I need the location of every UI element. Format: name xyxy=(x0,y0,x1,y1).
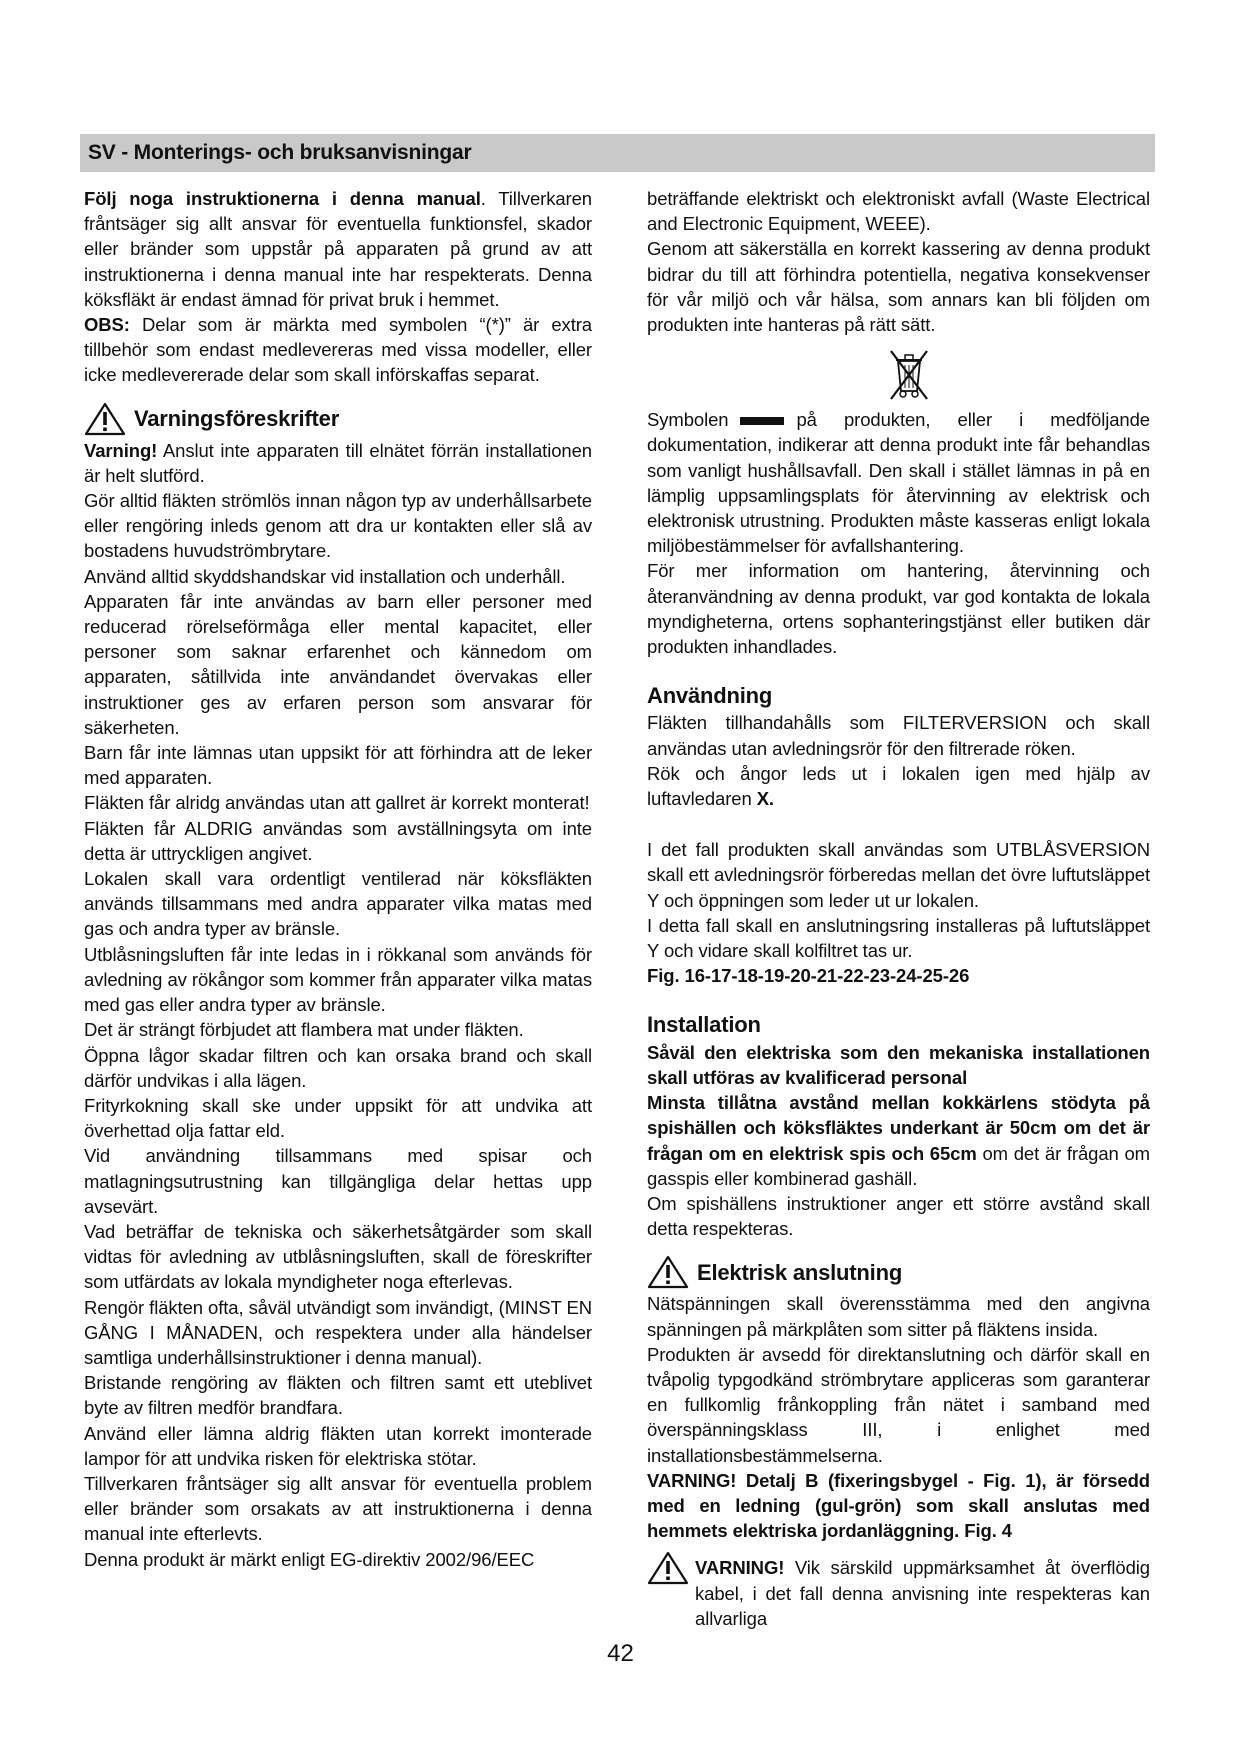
electrical-paragraph-1: Nätspänningen skall överensstämma med den angivna spänningen på märkplåten som sitter på fläktens insida. xyxy=(647,1293,1150,1340)
right-column xyxy=(647,186,1150,1631)
left-paragraph: Använd alltid skyddshandskar vid installation och underhåll. xyxy=(84,565,566,587)
installation-heading: Installation xyxy=(647,1012,761,1038)
left-paragraph: Lokalen skall vara ordentligt ventilerad när köksfläkten används tillsammans med andra apparater vilka matas med gas och andra typer av bränsle. xyxy=(84,868,592,940)
intro-text: . Tillverkaren fråntsäger sig allt ansvar för eventuella funktionsfel, skador eller bränder som uppstår på apparaten på grund av att instruktionerna i denna manual inte har respekterats. Denna köksfläkt är endast ämnad för privat bruk i hemmet. xyxy=(84,188,593,310)
final-warning-label: VARNING! xyxy=(695,1557,785,1579)
left-paragraph: Gör alltid fläkten strömlös innan någon typ av underhållsarbete eller rengöring inleds genom att dra ur kontakten eller slå av bostadens huvudströmbrytare. xyxy=(84,490,592,562)
installation-bold-2: Minsta tillåtna avstånd mellan kokkärlens stödyta på spishällen och köksfläktes underkant är 50cm om det är frågan om en elektrisk spis och 65cm xyxy=(647,1092,1150,1164)
intro-paragraph xyxy=(84,186,592,312)
varning-text: Anslut inte apparaten till elnätet förrän installationen är helt slutförd. xyxy=(84,439,592,486)
symbol-post: på produkten, eller i medföljande dokumentation, indikerar att denna produkt inte får behandlas som vanligt hushållsavfall. Den skall i stället lämnas in på en lämplig uppsamlingsplats för återvinning av elektrisk och elektronisk utrustning. Produkten måste kasseras enligt lokala miljöbestämmelser för avfallshantering. xyxy=(647,409,1150,557)
usage-paragraph-3: I det fall produkten skall användas som UTBLÅSVERSION skall ett avledningsrör förberedas mellan det övre luftutsläppet Y och öppningen som leder ut ur lokalen. xyxy=(647,839,1150,911)
electrical-paragraph-2: Produkten är avsedd för direktanslutning och därför skall en tvåpolig typgodkänd strömbrytare appliceras som garanterar en fullkomlig frånkoppling från nätet i samband med överspänningsklass III, i enlighet med installationsbestämmelserna. xyxy=(647,1343,1150,1466)
obs-text: Delar som är märkta med symbolen “(*)” är extra tillbehör som endast medlevereras med vissa modeller, eller icke medlevererade delar som skall införskaffas separat. xyxy=(84,314,592,386)
symbol-paragraph xyxy=(647,407,1150,558)
usage-paragraph-4: I detta fall skall en anslutningsring installeras på luftutsläppet Y och vidare skall kolfiltret tas ur. xyxy=(647,914,1150,962)
left-column xyxy=(84,186,592,1572)
electrical-bold-warning: VARNING! Detalj B (fixeringsbygel - Fig. 1), är försedd med en ledning (gul-grön) som skall anslutas med hemmets elektriska jordanläggning. Fig. 4 xyxy=(647,1469,1150,1542)
left-paragraph: Vad beträffar de tekniska och säkerhetsåtgärder som skall vidtas för avledning av utblåsningsluften, skall de föreskrifter som utfärdats av lokala myndigheter noga efterlevas. xyxy=(84,1220,592,1293)
header-title: SV - Monterings- och bruksanvisningar xyxy=(88,141,472,164)
final-warning-body: Vik särskild uppmärksamhet åt överflödig kabel, i det fall denna anvisning inte respekteras kan allvarliga xyxy=(695,1557,1150,1629)
weee-paragraph-2: Genom att säkerställa en korrekt kassering av denna produkt bidrar du till att förhindra potentiella, negativa konsekvenser för vår miljö och vår hälsa, som annars kan bli följden om produkten inte hanteras på rätt sätt. xyxy=(647,238,1150,336)
warning-triangle-icon xyxy=(84,402,126,436)
final-warning-text xyxy=(695,1555,1150,1631)
warnings-heading-text: Varningsföreskrifter xyxy=(134,406,340,432)
usage-figure-ref: Fig. 16-17-18-19-20-21-22-23-24-25-26 xyxy=(647,965,970,987)
left-paragraph: Apparaten får inte användas av barn eller personer med reducerad rörelseförmåga eller mental kapacitet, eller personer som saknar erfarenhet och kännedom om apparaten, såtillvida inte användandet övervakas eller instruktioner ges av erfaren person som ansvarar för säkerheten. xyxy=(84,590,592,738)
weee-paragraph-1: beträffande elektriskt och elektroniskt avfall (Waste Electrical and Electronic Equipment, WEEE). xyxy=(647,188,1150,235)
left-paragraph: Utblåsningsluften får inte ledas in i rökkanal som används för avledning av rökångor som kommer från apparater vilka matas med gas eller andra typer av bränsle. xyxy=(84,943,592,1016)
left-paragraph: Frityrkokning skall ske under uppsikt för att undvika att överhettad olja fattar eld. xyxy=(84,1094,592,1142)
usage-2-text: Rök och ångor leds ut i lokalen igen med hjälp av luftavledaren xyxy=(647,762,1150,810)
crossed-out-bin-icon xyxy=(886,345,932,401)
usage-paragraph-1: Fläkten tillhandahålls som FILTERVERSION och skall användas utan avledningsrör för den filtrerade röken. xyxy=(647,712,1150,759)
installation-paragraph-2 xyxy=(647,1090,1150,1191)
left-paragraph: Bristande rengöring av fläkten och filtren samt ett uteblivet byte av filtren medför brandfara. xyxy=(84,1372,592,1419)
usage-paragraph-2 xyxy=(647,761,1150,811)
left-paragraph: Tillverkaren fråntsäger sig allt ansvar för eventuella problem eller bränder som orsakats av att instruktionerna i denna manual inte efterlevts. xyxy=(84,1472,592,1545)
left-paragraph: Barn får inte lämnas utan uppsikt för att förhindra att de leker med apparaten. xyxy=(84,742,592,789)
left-paragraph: Rengör fläkten ofta, såväl utvändigt som invändigt, (MINST EN GÅNG I MÅNADEN, och respektera under alla händelser samtliga underhållsinstruktioner i denna manual). xyxy=(84,1296,592,1368)
usage-2-bold: X. xyxy=(756,788,774,810)
page-number: 42 xyxy=(607,1640,634,1667)
left-paragraph: Denna produkt är märkt enligt EG-direktiv 2002/96/EEC xyxy=(84,1548,535,1570)
left-paragraph: Öppna lågor skadar filtren och kan orsaka brand och skall därför undvikas i alla lägen. xyxy=(84,1044,592,1091)
installation-bold-1: Såväl den elektriska som den mekaniska installationen skall utföras av kvalificerad personal xyxy=(647,1041,1150,1088)
left-paragraph: Vid användning tillsammans med spisar och matlagningsutrustning kan tillgängliga delar hettas upp avsevärt. xyxy=(84,1145,592,1217)
electrical-heading-text: Elektrisk anslutning xyxy=(697,1259,903,1285)
left-paragraph: Fläkten får ALDRIG användas som avställningsyta om inte detta är uttryckligen angivet. xyxy=(84,817,592,864)
left-paragraph: Fläkten får alridg användas utan att gallret är korrekt monterat! xyxy=(84,792,590,814)
installation-text-2: om det är frågan om gasspis eller kombinerad gashäll. xyxy=(647,1142,1150,1189)
left-paragraph: Använd eller lämna aldrig fläkten utan korrekt imonterade lampor för att undvika risken för elektriska stötar. xyxy=(84,1422,592,1469)
page-header xyxy=(80,134,1155,172)
warning-triangle-icon xyxy=(647,1551,689,1585)
info-paragraph: För mer information om hantering, återvinning och återanvändning av denna produkt, var god kontakta de lokala myndigheterna, ortens sophanteringstjänst eller butiken där produkten inhandlades. xyxy=(647,560,1150,658)
usage-heading: Användning xyxy=(647,683,773,709)
intro-bold: Följ noga instruktionerna i denna manual xyxy=(84,188,481,209)
varning-label: Varning! xyxy=(84,439,158,461)
obs-label: OBS: xyxy=(84,314,130,336)
weee-bin-symbol xyxy=(647,345,1150,401)
varning-paragraph xyxy=(84,438,592,488)
installation-paragraph-3: Om spishällens instruktioner anger ett större avstånd skall detta respekteras. xyxy=(647,1192,1150,1240)
symbol-pre: Symbolen xyxy=(647,409,729,431)
obs-paragraph xyxy=(84,312,592,388)
black-bar-symbol xyxy=(740,417,784,425)
left-paragraph: Det är strängt förbjudet att flambera mat under fläkten. xyxy=(84,1019,524,1041)
warning-triangle-icon xyxy=(647,1255,689,1289)
electrical-heading xyxy=(647,1255,1150,1289)
final-warning xyxy=(647,1551,1150,1631)
warnings-heading xyxy=(84,402,592,436)
